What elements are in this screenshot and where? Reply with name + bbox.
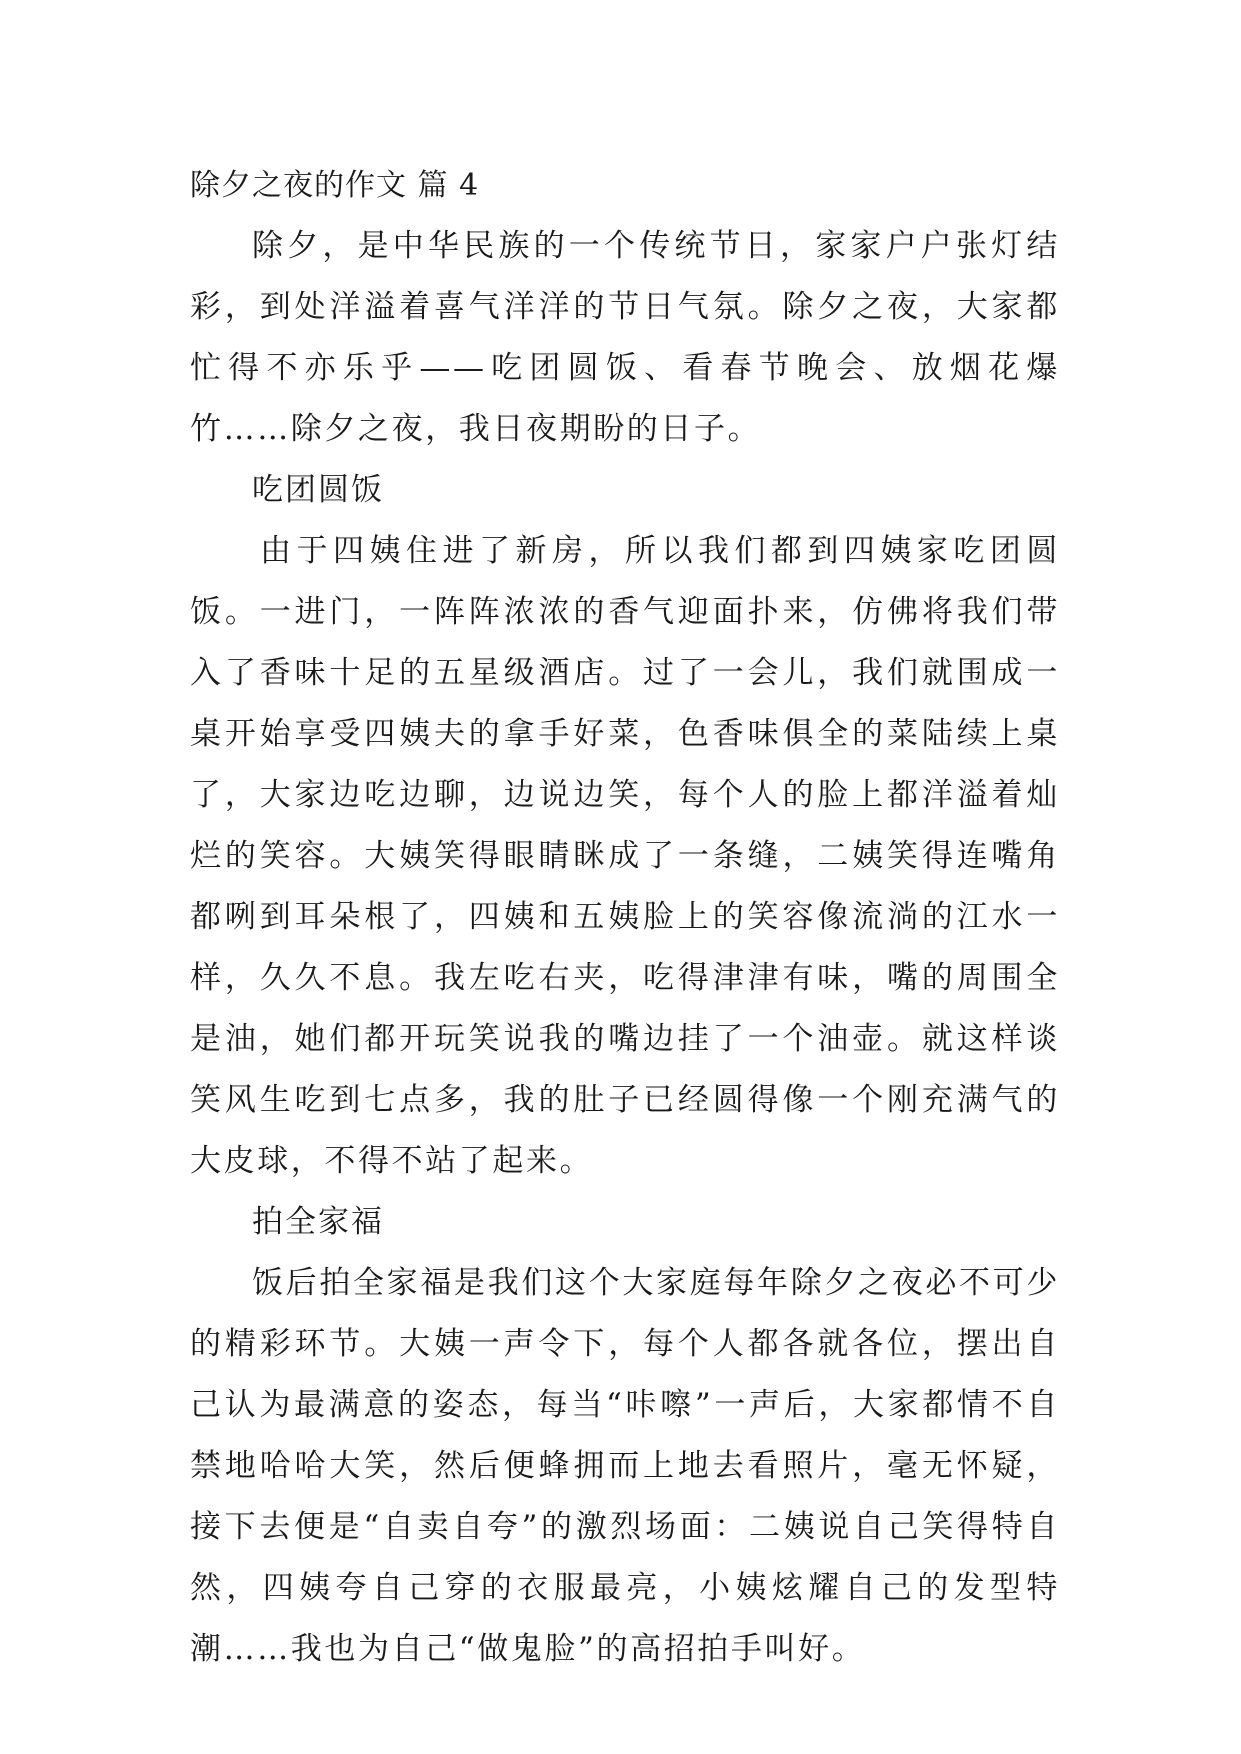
essay-title: 除夕之夜的作文 篇 4 [190,168,480,203]
section-heading-family-photo: 拍全家福 [252,1204,384,1240]
intro-paragraph: 除夕，是中华民族的一个传统节日，家家户户张灯结彩，到处洋溢着喜气洋洋的节日气氛。除夕之夜，大家都忙得不亦乐乎——吃团圆饭、看春节晚会、放烟花爆竹……除夕之夜，我日夜期盼的日子。 [190,228,1060,447]
reunion-dinner-paragraph: 由于四姨住进了新房，所以我们都到四姨家吃团圆饭。一进门，一阵阵浓浓的香气迎面扑来，仿佛将我们带入了香味十足的五星级酒店。过了一会儿，我们就围成一桌开始享受四姨夫的拿手好菜，色香味俱全的菜陆续上桌了，大家边吃边聊，边说边笑，每个人的脸上都洋溢着灿烂的笑容。大姨笑得眼睛眯成了一条缝，二姨笑得连嘴角都咧到耳朵根了，四姨和五姨脸上的笑容像流淌的江水一样，久久不息。我左吃右夹，吃得津津有味，嘴的周围全是油，她们都开玩笑说我的嘴边挂了一个油壶。就这样谈笑风生吃到七点多，我的肚子已经圆得像一个刚充满气的大皮球，不得不站了起来。 [190,533,1060,1179]
document-body [190,156,1060,1680]
section-heading-reunion-dinner: 吃团圆饭 [252,472,384,508]
family-photo-paragraph: 饭后拍全家福是我们这个大家庭每年除夕之夜必不可少的精彩环节。大姨一声令下，每个人都各就各位，摆出自己认为最满意的姿态，每当“咔嚓”一声后，大家都情不自禁地哈哈大笑，然后便蜂拥而上地去看照片，毫无怀疑，接下去便是“自卖自夸”的激烈场面：二姨说自己笑得特自然，四姨夸自己穿的衣服最亮，小姨炫耀自己的发型特潮……我也为自己“做鬼脸”的高招拍手叫好。 [190,1265,1060,1667]
